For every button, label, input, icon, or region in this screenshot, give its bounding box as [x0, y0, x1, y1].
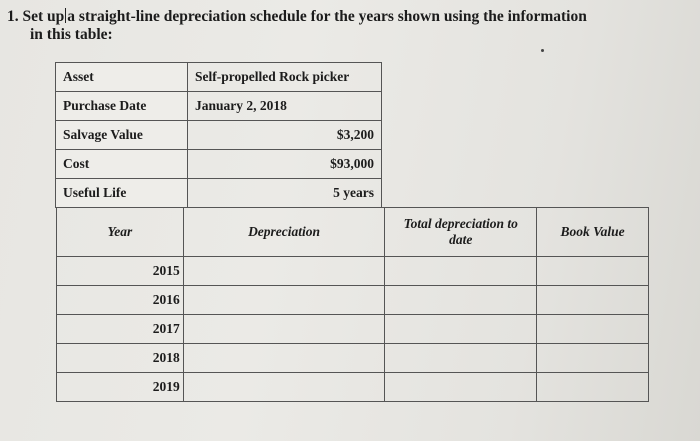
schedule-row [57, 373, 649, 402]
info-row-cost [56, 150, 382, 179]
question-number: 1. [7, 8, 19, 25]
header-book-value: Book Value [537, 208, 649, 257]
schedule-row [57, 257, 649, 286]
total-depreciation-cell[interactable] [385, 286, 537, 315]
book-value-cell[interactable] [537, 315, 649, 344]
schedule-row [57, 286, 649, 315]
header-depreciation: Depreciation [183, 208, 385, 257]
year-cell: 2018 [57, 344, 184, 373]
question-text-part-a: Set up [22, 8, 65, 25]
schedule-row [57, 344, 649, 373]
depreciation-cell[interactable] [183, 315, 385, 344]
info-value: 5 years [188, 179, 382, 208]
year-cell: 2016 [57, 286, 184, 315]
question-line-2: in this table: [30, 26, 113, 43]
question-line-1 [7, 8, 587, 26]
header-year: Year [57, 208, 184, 257]
info-row-asset [56, 63, 382, 92]
depreciation-cell[interactable] [183, 286, 385, 315]
year-cell: 2019 [57, 373, 184, 402]
info-row-salvage-value [56, 121, 382, 150]
total-depreciation-cell[interactable] [385, 315, 537, 344]
depreciation-cell[interactable] [183, 344, 385, 373]
header-total-depreciation: Total depreciation to date [385, 208, 537, 257]
info-label: Useful Life [56, 179, 188, 208]
asset-info-table [55, 62, 382, 208]
total-depreciation-cell[interactable] [385, 344, 537, 373]
schedule-row [57, 315, 649, 344]
total-depreciation-cell[interactable] [385, 373, 537, 402]
info-label: Cost [56, 150, 188, 179]
book-value-cell[interactable] [537, 344, 649, 373]
info-value: January 2, 2018 [188, 92, 382, 121]
year-cell: 2015 [57, 257, 184, 286]
year-cell: 2017 [57, 315, 184, 344]
schedule-header-row [57, 208, 649, 257]
book-value-cell[interactable] [537, 257, 649, 286]
info-value: $3,200 [188, 121, 382, 150]
info-row-useful-life [56, 179, 382, 208]
info-row-purchase-date [56, 92, 382, 121]
ink-dot [541, 49, 544, 52]
depreciation-cell[interactable] [183, 373, 385, 402]
book-value-cell[interactable] [537, 286, 649, 315]
info-label: Purchase Date [56, 92, 188, 121]
info-value: Self-propelled Rock picker [188, 63, 382, 92]
book-value-cell[interactable] [537, 373, 649, 402]
info-label: Asset [56, 63, 188, 92]
depreciation-schedule-table [56, 207, 649, 402]
question-text-part-b: a straight-line depreciation schedule for the years shown using the information [67, 8, 587, 25]
info-label: Salvage Value [56, 121, 188, 150]
depreciation-cell[interactable] [183, 257, 385, 286]
info-value: $93,000 [188, 150, 382, 179]
total-depreciation-cell[interactable] [385, 257, 537, 286]
